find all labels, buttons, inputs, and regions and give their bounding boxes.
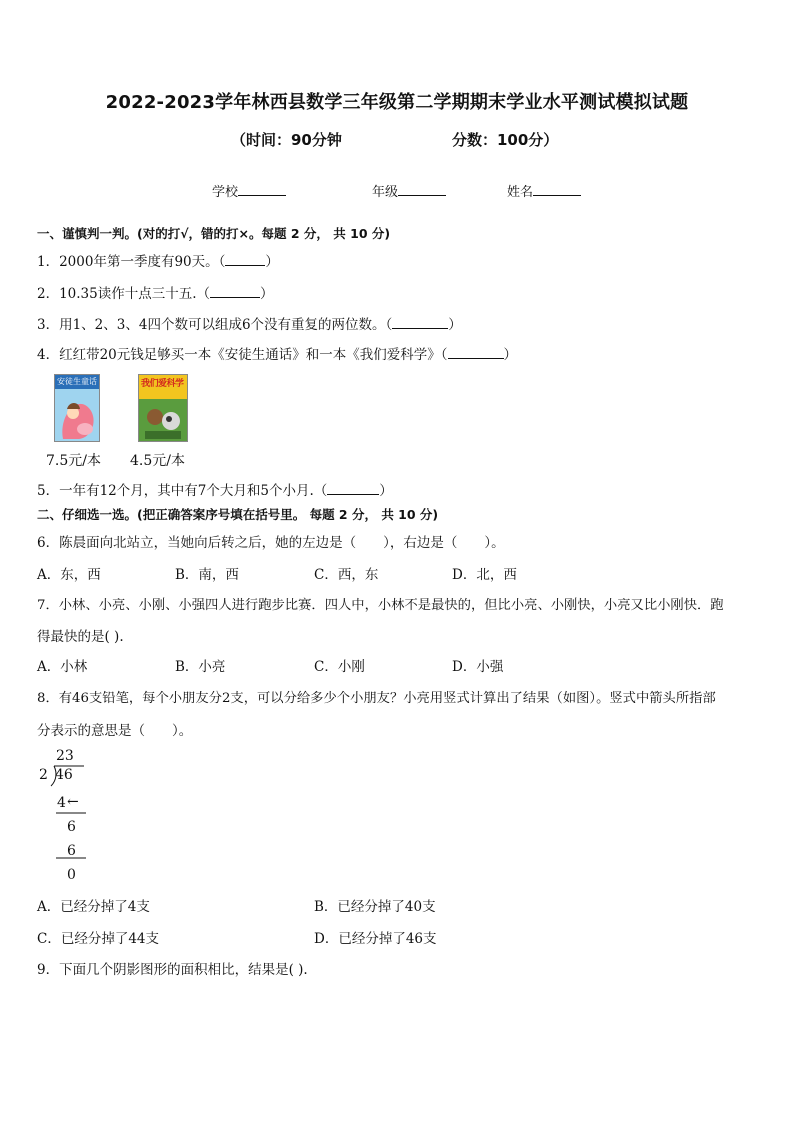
question-3 — [37, 313, 462, 333]
question-2-close: ） — [260, 286, 274, 302]
question-2 — [37, 282, 274, 302]
q7-option-c[interactable]: C．小刚 — [314, 659, 365, 675]
book-1-illustration — [55, 389, 99, 441]
question-4-close: ） — [503, 347, 518, 363]
q6-option-d[interactable]: D．北，西 — [452, 567, 517, 583]
exam-score: 分数：100分） — [452, 131, 559, 149]
book-2-price: 4.5元/本 — [130, 453, 185, 469]
question-1-text: 1．2000年第一季度有90天。（ — [37, 254, 226, 270]
grade-field[interactable] — [372, 181, 446, 200]
question-1 — [37, 250, 279, 270]
answer-blank-1[interactable] — [225, 253, 265, 266]
question-3-text: 3．用1、2、3、4四个数可以组成6个没有重复的两位数。（ — [37, 317, 393, 333]
grade-label: 年级 — [372, 185, 399, 200]
long-division-figure — [36, 746, 96, 886]
question-7-line-2: 得最快的是( ). — [37, 629, 124, 645]
q7-option-b[interactable]: B．小亮 — [175, 659, 226, 675]
division-step-1: 4 — [57, 795, 66, 811]
question-2-text: 2．10.35读作十点三十五.（ — [37, 286, 211, 302]
arrow-icon: ← — [67, 794, 79, 810]
q7-option-a[interactable]: A．小林 — [37, 659, 88, 675]
question-8-line-1: 8．有46支铅笔，每个小朋友分2支，可以分给多少个小朋友？小亮用竖式计算出了结果（如图）。竖式中箭头所指部 — [37, 691, 716, 706]
section-1-heading: 一、谨慎判一判。(对的打√，错的打×。每题 2 分， 共 10 分) — [37, 226, 391, 241]
question-4 — [37, 343, 517, 363]
book-1-title: 安徒生童话 — [55, 375, 99, 389]
section-2-heading: 二、仔细选一选。(把正确答案序号填在括号里。 每题 2 分， 共 10 分) — [37, 507, 439, 522]
question-7-line-1: 7．小林、小亮、小刚、小强四人进行跑步比赛．四人中，小林不是最快的，但比小亮、小刚快，小亮又比小刚快．跑 — [37, 598, 724, 613]
question-3-close: ） — [448, 317, 462, 333]
q6-option-b[interactable]: B．南，西 — [175, 567, 239, 583]
division-remainder-2: 0 — [67, 867, 76, 883]
answer-blank-5[interactable] — [327, 482, 379, 495]
division-divisor: 2 — [39, 767, 48, 783]
name-label: 姓名 — [507, 185, 534, 200]
answer-blank-2[interactable] — [210, 285, 260, 298]
division-remainder-1: 6 — [67, 819, 76, 835]
grade-blank[interactable] — [398, 183, 446, 196]
q7-option-d[interactable]: D．小强 — [452, 659, 504, 675]
question-5 — [37, 479, 393, 499]
book-cover-andersen — [54, 374, 100, 442]
division-step-2: 6 — [67, 843, 76, 859]
school-label: 学校 — [212, 185, 239, 200]
answer-blank-3[interactable] — [392, 316, 448, 329]
q8-option-d[interactable]: D．已经分掉了46支 — [314, 931, 437, 947]
q6-option-c[interactable]: C．西，东 — [314, 567, 379, 583]
q8-option-a[interactable]: A．已经分掉了4支 — [37, 899, 150, 915]
question-6: 6．陈晨面向北站立，当她向后转之后，她的左边是（ ），右边是（ ）。 — [37, 535, 505, 551]
question-1-close: ） — [265, 254, 279, 270]
q8-option-b[interactable]: B．已经分掉了40支 — [314, 899, 436, 915]
question-9: 9．下面几个阴影图形的面积相比，结果是( ). — [37, 962, 308, 978]
book-cover-science — [138, 374, 188, 442]
exam-time: （时间：90分钟 — [231, 131, 342, 149]
question-5-text: 5．一年有12个月，其中有7个大月和5个小月.（ — [37, 483, 328, 499]
division-quotient: 23 — [56, 748, 74, 764]
question-4-text: 4．红红带20元钱足够买一本《安徒生通话》和一本《我们爱科学》（ — [37, 347, 448, 363]
question-8-line-2: 分表示的意思是（ ）。 — [37, 723, 193, 739]
name-field[interactable] — [507, 181, 581, 200]
q8-option-c[interactable]: C．已经分掉了44支 — [37, 931, 160, 947]
book-1-price: 7.5元/本 — [46, 453, 101, 469]
question-5-close: ） — [379, 483, 393, 499]
name-blank[interactable] — [533, 183, 581, 196]
page-title: 2022-2023学年林西县数学三年级第二学期期末学业水平测试模拟试题 — [105, 92, 689, 113]
answer-blank-4[interactable] — [448, 346, 504, 359]
school-field[interactable] — [212, 181, 286, 200]
school-blank[interactable] — [238, 183, 286, 196]
book-2-title: 我们爱科学 — [141, 379, 184, 389]
division-dividend: 46 — [55, 767, 73, 783]
q6-option-a[interactable]: A．东，西 — [37, 567, 101, 583]
